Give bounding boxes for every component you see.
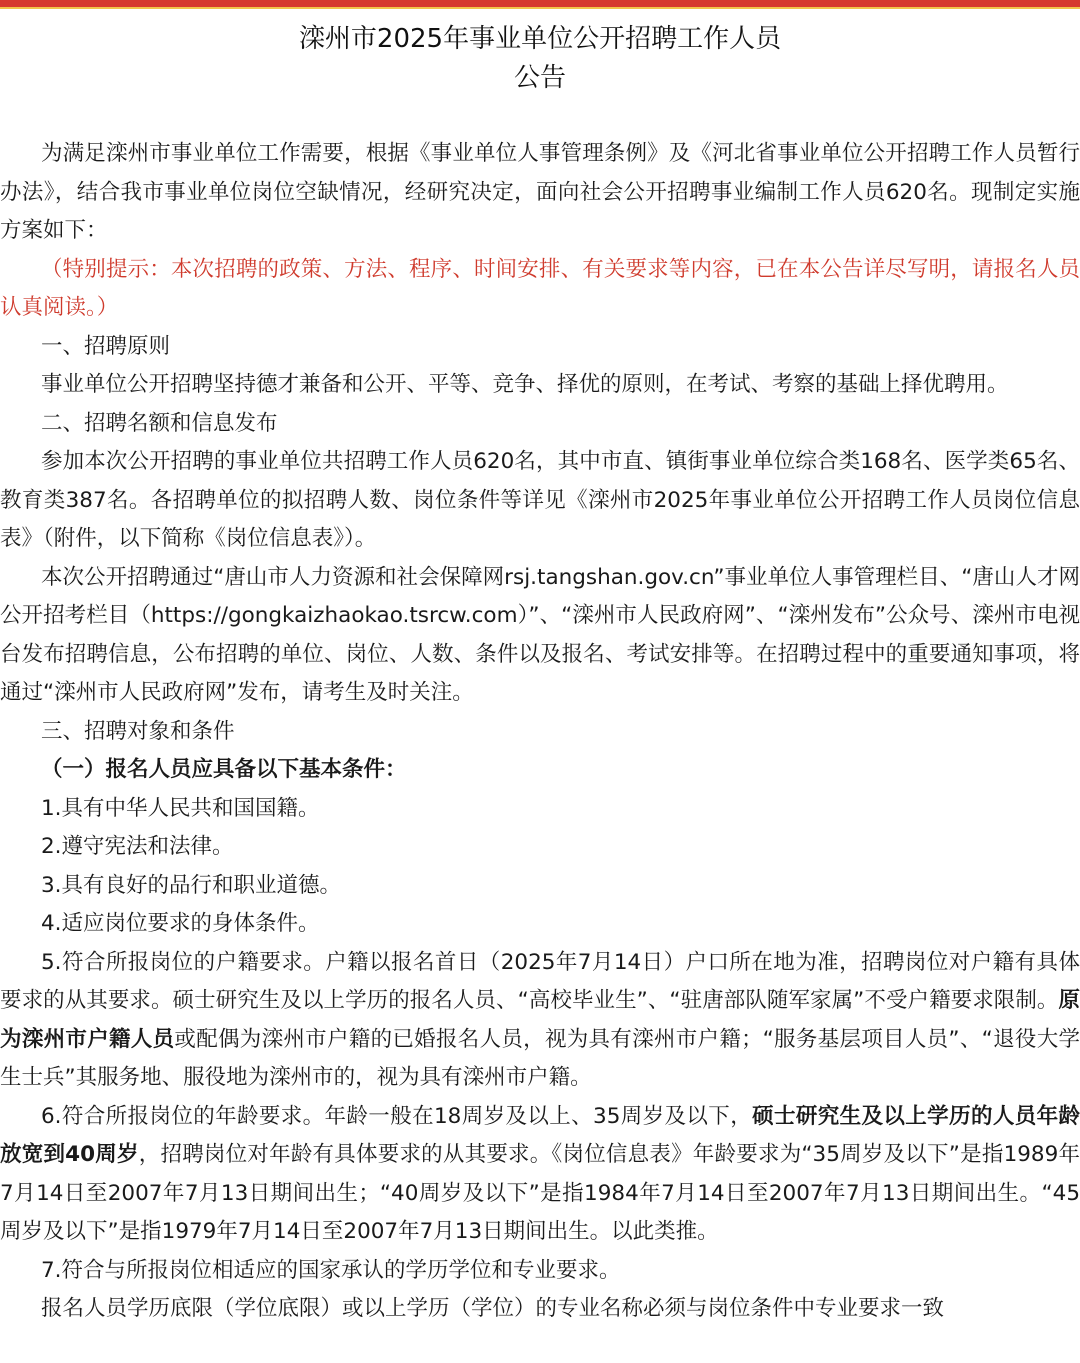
section1-paragraph: 事业单位公开招聘坚持德才兼备和公开、平等、竞争、择优的原则，在考试、考察的基础上择优聘用。 <box>41 372 1009 397</box>
top-decorative-stripe <box>0 7 1080 9</box>
condition-age <box>0 1098 1080 1252</box>
condition-health: 4.适应岗位要求的身体条件。 <box>41 911 320 936</box>
document-title: 滦州市2025年事业单位公开招聘工作人员 <box>298 24 782 54</box>
section3-heading: 三、招聘对象和条件 <box>41 718 235 744</box>
condition-education-detail: 报名人员学历底限（学位底限）或以上学历（学位）的专业名称必须与岗位条件中专业要求一致 <box>41 1296 945 1321</box>
section2-paragraph-quota: 参加本次公开招聘的事业单位共招聘工作人员620名，其中市直、镇街事业单位综合类168名、医学类65名、教育类387名。各招聘单位的拟招聘人数、岗位条件等详见《滦州市2025年事业单位公开招聘工作人员岗位信息表》（附件，以下简称《岗位信息表》）。 <box>0 449 1080 551</box>
document-title-suffix: 公告 <box>513 63 566 93</box>
intro-paragraph: 为满足滦州市事业单位工作需要，根据《事业单位人事管理条例》及《河北省事业单位公开招聘工作人员暂行办法》，结合我市事业单位岗位空缺情况，经研究决定，面向社会公开招聘事业编制工作人员620名。现制定实施方案如下： <box>0 141 1080 243</box>
section2-paragraph-release: 本次公开招聘通过“唐山市人力资源和社会保障网rsj.tangshan.gov.cn”事业单位人事管理栏目、“唐山人才网公开招考栏目（https://gongkaizhaokao.tsrcw.com）”、“滦州市人民政府网”、“滦州发布”公众号、滦州市电视台发布招聘信息，公布招聘的单位、岗位、人数、条件以及报名、考试安排等。在招聘过程中的重要通知事项，将通过“滦州市人民政府网”发布，请考生及时关注。 <box>0 564 1080 705</box>
household-text-part1: 5.符合所报岗位的户籍要求。户籍以报名首日（2025年7月14日）户口所在地为准，招聘岗位对户籍有具体要求的从其要求。硕士研究生及以上学历的报名人员、“高校毕业生”、“驻唐部队随军家属”不受户籍要求限制。 <box>0 949 1080 1013</box>
age-text-part1: 6.符合所报岗位的年龄要求。年龄一般在18周岁及以上、35周岁及以下， <box>41 1103 753 1129</box>
special-notice: （特别提示：本次招聘的政策、方法、程序、时间安排、有关要求等内容，已在本公告详尽写明，请报名人员认真阅读。） <box>0 256 1080 320</box>
document-body <box>0 135 1080 1329</box>
section2-heading: 二、招聘名额和信息发布 <box>41 410 278 436</box>
household-text-part2: 或配偶为滦州市户籍的已婚报名人员，视为具有滦州市户籍；“服务基层项目人员”、“退役大学生士兵”其服务地、服役地为滦州市的，视为具有滦州市户籍。 <box>0 1026 1080 1090</box>
condition-household-registration <box>0 944 1080 1098</box>
section3-subheading: （一）报名人员应具备以下基本条件： <box>41 757 407 782</box>
age-text-emphasis: 硕士研究生及以上学历的人员年龄放宽到40周岁 <box>0 1103 1080 1167</box>
condition-nationality: 1.具有中华人民共和国国籍。 <box>41 795 320 821</box>
age-text-part2: ，招聘岗位对年龄有具体要求的从其要求。《岗位信息表》年龄要求为“35周岁及以下”是指1989年7月14日至2007年7月13日期间出生；“40周岁及以下”是指1984年7月14日至2007年7月13日期间出生。“45周岁及以下”是指1979年7月14日至2007年7月13日期间出生。以此类推。 <box>0 1142 1080 1244</box>
section1-heading: 一、招聘原则 <box>41 333 171 359</box>
condition-education: 7.符合与所报岗位相适应的国家承认的学历学位和专业要求。 <box>41 1257 621 1283</box>
condition-law: 2.遵守宪法和法律。 <box>41 834 234 859</box>
household-text-emphasis: 原为滦州市户籍人员 <box>0 988 1080 1052</box>
top-decorative-bar <box>0 0 1080 7</box>
condition-ethics: 3.具有良好的品行和职业道德。 <box>41 872 342 898</box>
